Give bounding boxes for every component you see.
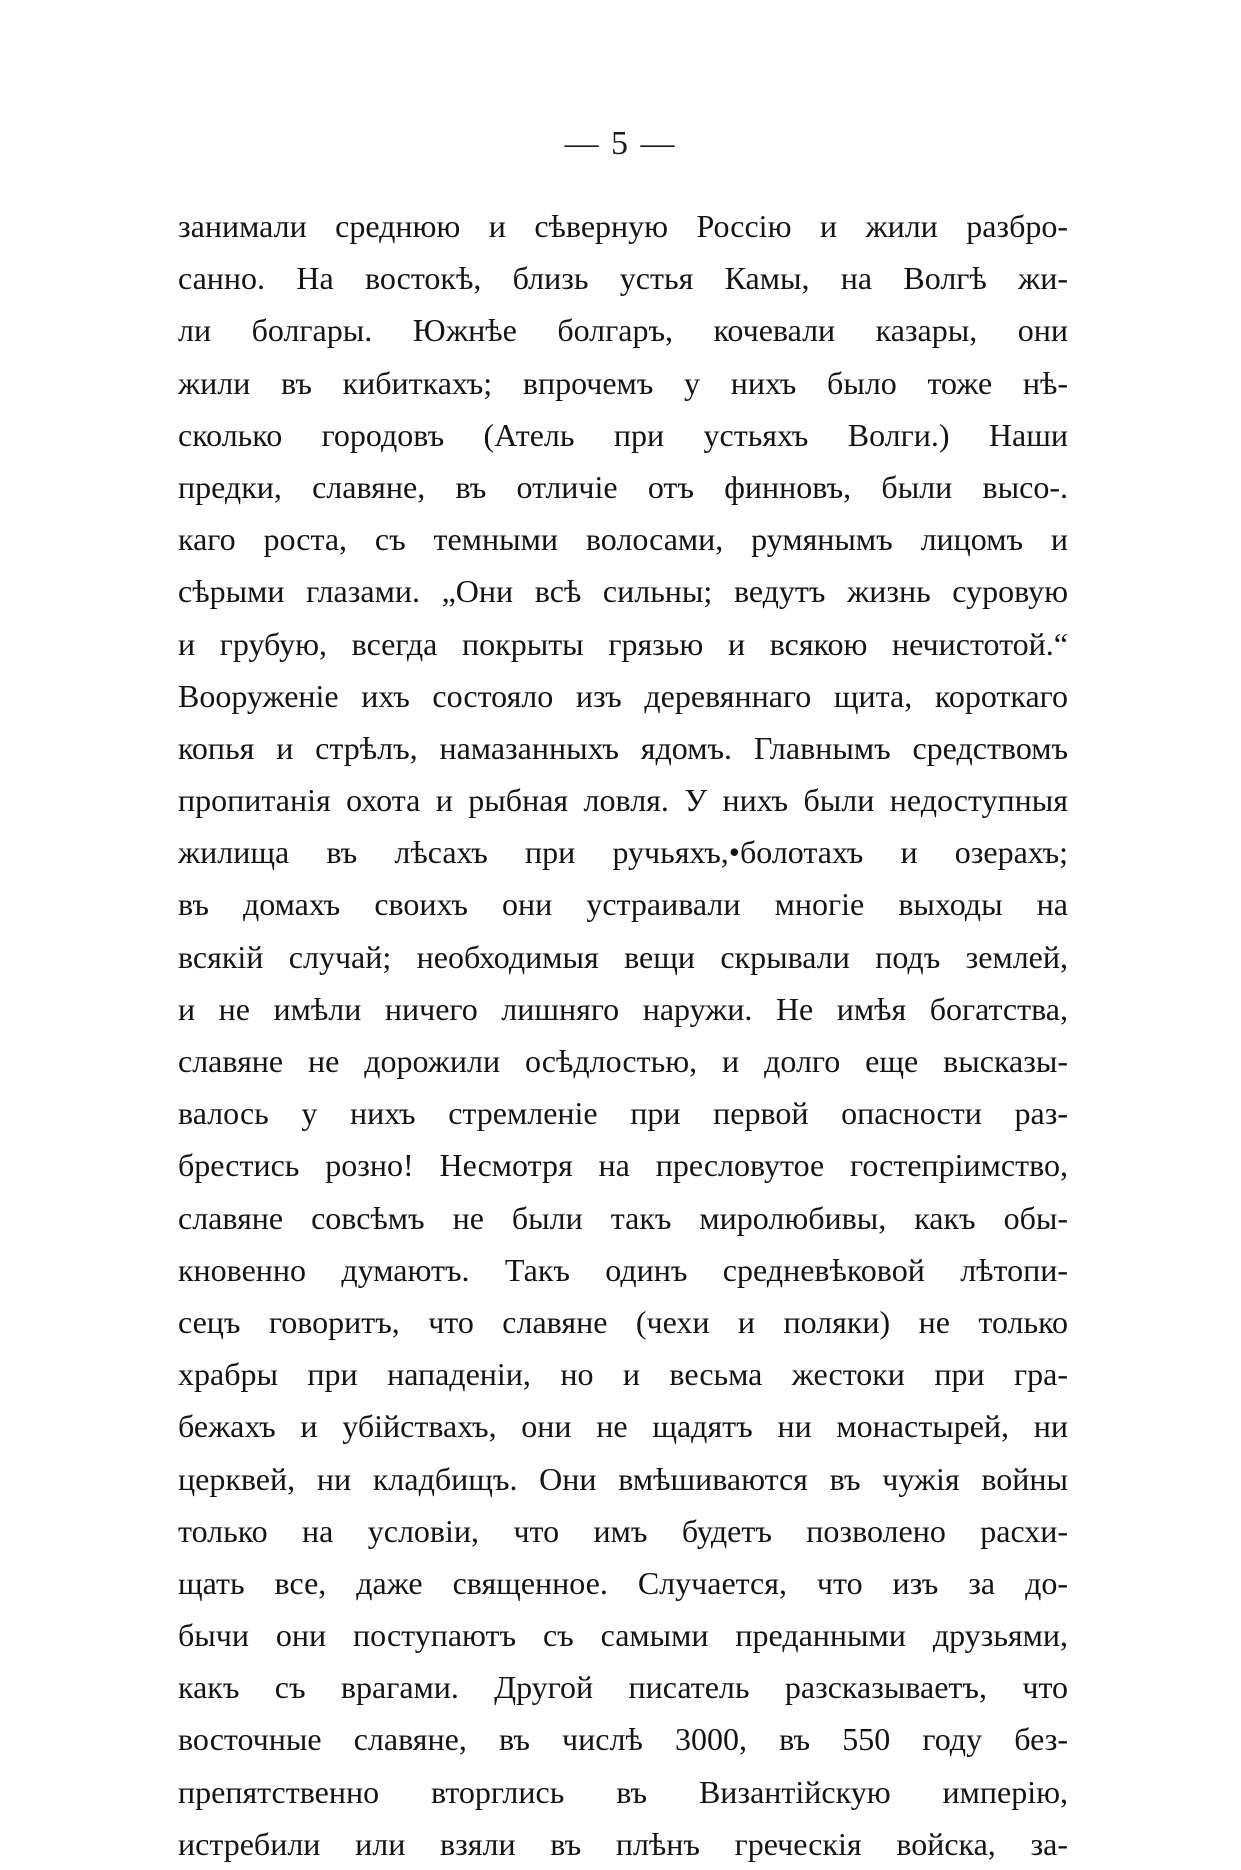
text-line: восточные славяне, въ числѣ 3000, въ 550 году без-	[178, 1721, 1068, 1758]
text-line: жилища въ лѣсахъ при ручьяхъ,•болотахъ и озерахъ;	[178, 834, 1068, 871]
text-line: какъ съ врагами. Другой писатель разсказываетъ, что	[178, 1669, 1068, 1706]
text-line: всякій случай; необходимыя вещи скрывали подъ землей,	[178, 938, 1068, 975]
text-line: кновенно думаютъ. Такъ одинъ средневѣковой лѣтопи-	[178, 1251, 1068, 1288]
text-line: храбры при нападеніи, но и весьма жестоки при гра-	[178, 1356, 1068, 1393]
text-line: ли болгары. Южнѣе болгаръ, кочевали казары, они	[178, 312, 1068, 349]
body-text	[178, 200, 1068, 1870]
text-line: санно. На востокѣ, близь устья Камы, на Волгѣ жи-	[178, 260, 1068, 297]
text-line: предки, славяне, въ отличіе отъ финновъ, были высо-.	[178, 468, 1068, 505]
text-line: жили въ кибиткахъ; впрочемъ у нихъ было тоже нѣ-	[178, 364, 1068, 401]
text-line: и не имѣли ничего лишняго наружи. Не имѣя богатства,	[178, 990, 1068, 1027]
text-line: сѣрыми глазами. „Они всѣ сильны; ведутъ жизнь суровую	[178, 573, 1068, 610]
text-line: бычи они поступаютъ съ самыми преданными друзьями,	[178, 1617, 1068, 1654]
text-line: копья и стрѣлъ, намазанныхъ ядомъ. Главнымъ средствомъ	[178, 729, 1068, 766]
text-line: только на условіи, что имъ будетъ позволено расхи-	[178, 1512, 1068, 1549]
text-line: истребили или взяли въ плѣнъ греческія войска, за-	[178, 1825, 1068, 1862]
text-line: щать все, даже священное. Случается, что изъ за до-	[178, 1564, 1068, 1601]
text-line: пропитанія охота и рыбная ловля. У нихъ были недоступныя	[178, 782, 1068, 819]
page-number: — 5 —	[564, 125, 677, 162]
text-line: валось у нихъ стремленіе при первой опасности раз-	[178, 1095, 1068, 1132]
text-line: препятственно вторглись въ Византійскую имперію,	[178, 1773, 1068, 1810]
text-line: занимали среднюю и сѣверную Россію и жили разбро-	[178, 208, 1068, 244]
text-line: сецъ говоритъ, что славяне (чехи и поляки) не только	[178, 1303, 1068, 1340]
text-line: славяне не дорожили осѣдлостью, и долго еще высказы-	[178, 1043, 1068, 1079]
text-line: въ домахъ своихъ они устраивали многіе выходы на	[178, 886, 1068, 923]
text-line: брестись розно! Несмотря на пресловутое гостепріимство,	[178, 1147, 1068, 1184]
text-line: Вооруженіе ихъ состояло изъ деревяннаго щита, короткаго	[178, 677, 1068, 714]
text-line: бежахъ и убійствахъ, они не щадятъ ни монастырей, ни	[178, 1408, 1068, 1445]
text-line: и грубую, всегда покрыты грязью и всякою нечистотой.“	[178, 625, 1068, 662]
text-line: каго роста, съ темными волосами, румянымъ лицомъ и	[178, 521, 1068, 558]
text-line: сколько городовъ (Атель при устьяхъ Волги.) Наши	[178, 416, 1068, 453]
text-line: церквей, ни кладбищъ. Они вмѣшиваются въ чужія войны	[178, 1460, 1068, 1497]
text-line: славяне совсѣмъ не были такъ миролюбивы, какъ обы-	[178, 1199, 1068, 1236]
